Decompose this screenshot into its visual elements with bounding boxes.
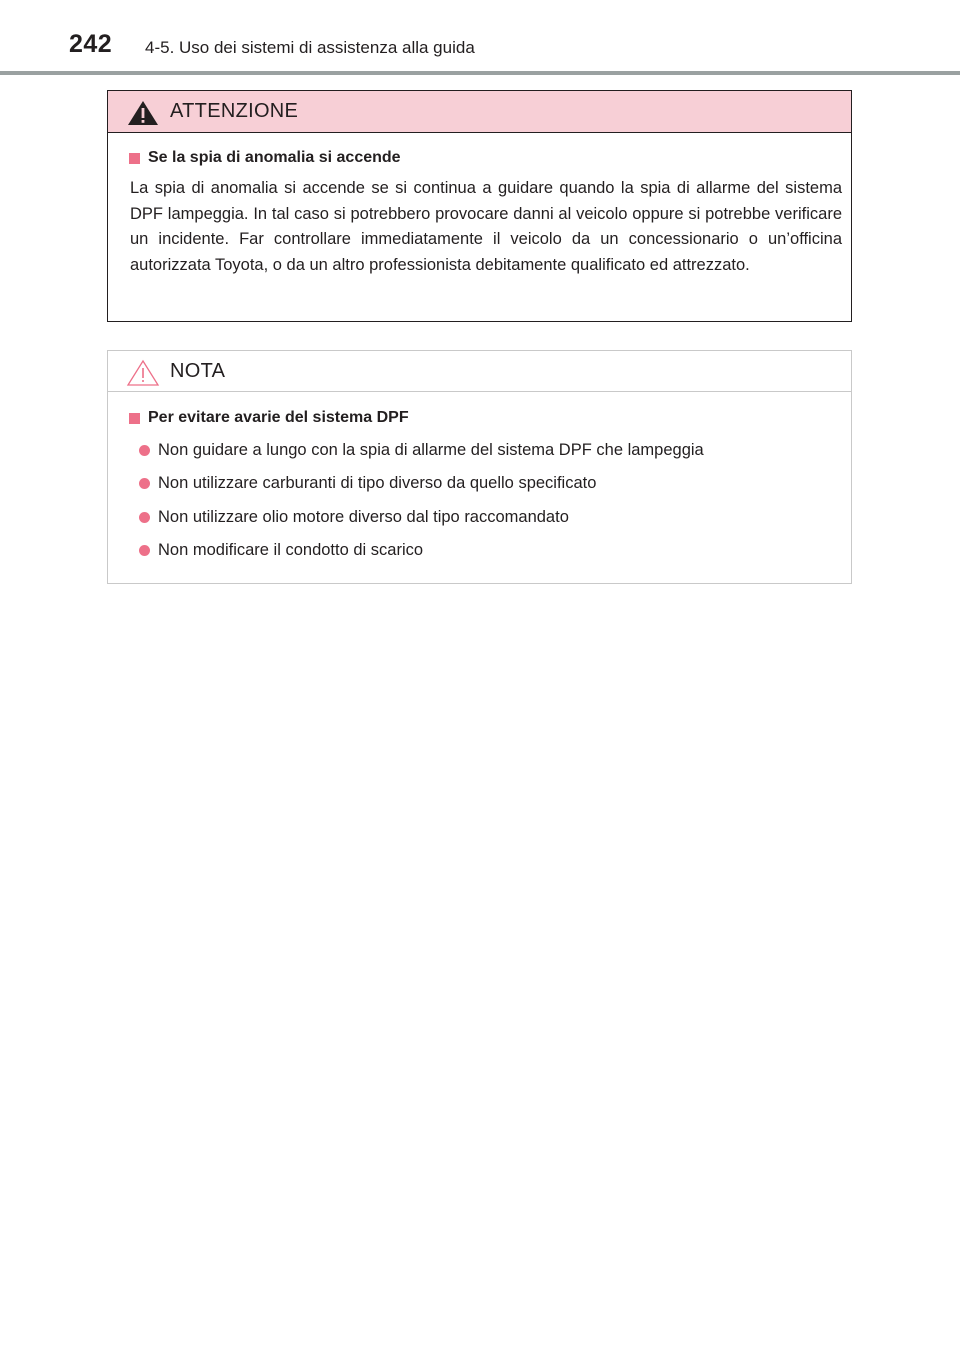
warning-label: ATTENZIONE bbox=[170, 100, 299, 122]
warning-item-title-text: Se la spia di anomalia si accende bbox=[148, 149, 401, 166]
square-bullet-icon bbox=[129, 413, 140, 424]
notice-box bbox=[107, 350, 852, 584]
circle-bullet-icon bbox=[139, 478, 150, 489]
list-item: Non guidare a lungo con la spia di allarme del sistema DPF che lampeggia bbox=[139, 441, 704, 460]
warning-text: La spia di anomalia si accende se si continua a guidare quando la spia di allarme del sistema DPF lampeggia. In tal caso si potrebbero provocare danni al veicolo oppure si potrebbe verificare un incidente. Far controllare immediatamente il veicolo da un concessionario o un’officina autorizzata Toyota, o da un altro professionista debitamente qualificato ed attrezzato. bbox=[130, 179, 842, 274]
circle-bullet-icon bbox=[139, 545, 150, 556]
square-bullet-icon bbox=[129, 153, 140, 164]
header-rule bbox=[0, 71, 960, 75]
list-item: Non utilizzare carburanti di tipo diverso da quello specificato bbox=[139, 474, 596, 493]
circle-bullet-icon bbox=[139, 445, 150, 456]
notice-item-title-text: Per evitare avarie del sistema DPF bbox=[148, 409, 409, 426]
warning-triangle-icon bbox=[126, 99, 160, 127]
page-number: 242 bbox=[69, 30, 113, 58]
section-title: 4-5. Uso dei sistemi di assistenza alla guida bbox=[145, 38, 475, 57]
notice-triangle-icon bbox=[126, 359, 160, 387]
page-header bbox=[0, 0, 960, 78]
warning-box bbox=[107, 90, 852, 322]
notice-header bbox=[108, 351, 851, 392]
notice-label: NOTA bbox=[170, 360, 226, 382]
circle-bullet-icon bbox=[139, 512, 150, 523]
warning-header bbox=[108, 91, 851, 133]
notice-item-title bbox=[129, 409, 409, 427]
warning-item-title bbox=[129, 149, 401, 167]
list-item: Non utilizzare olio motore diverso dal tipo raccomandato bbox=[139, 508, 569, 527]
list-item: Non modificare il condotto di scarico bbox=[139, 541, 423, 560]
